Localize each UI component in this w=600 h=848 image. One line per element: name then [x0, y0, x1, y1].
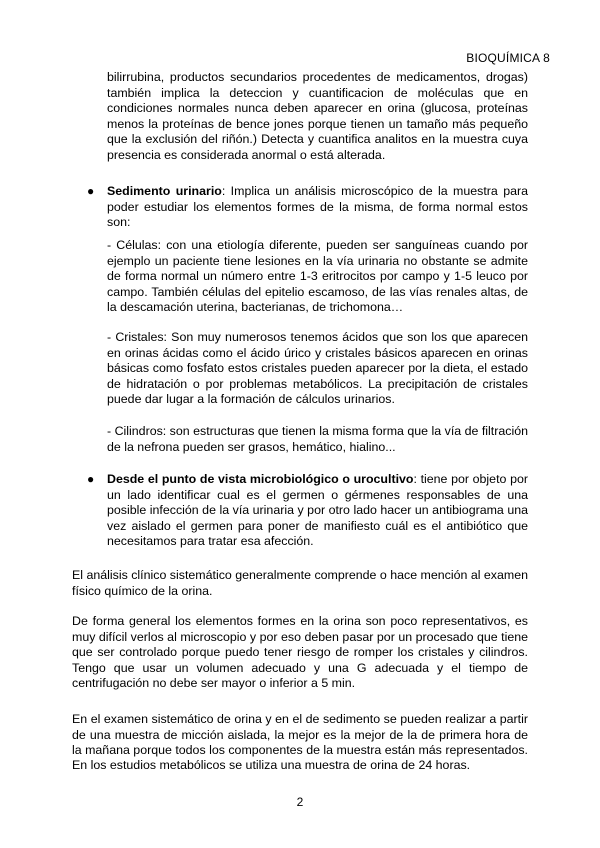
page-header: BIOQUÍMICA 8: [466, 51, 550, 65]
micro-text: : tiene por objeto por un lado identificar cual es el germen o gérmenes responsables de una posible infección de la vía urinaria y por otro lado hacer un antibiograma una vez aislado el germen para poner de manifiesto cuál es el antibiótico que necesitamos para tratar esa afección.: [107, 472, 528, 548]
sedimento-text: : Implica un análisis microscópico de la muestra para poder estudiar los elementos formes de la misma, de forma normal estos son:: [107, 184, 528, 229]
page-number: 2: [296, 795, 304, 809]
paragraph-microbiologico: [107, 472, 528, 550]
paragraph-examen: En el examen sistemático de orina y en el de sedimento se pueden realizar a partir de una muestra de micción aislada, la mejor es la mejor de la de primera hora de la mañana porque todos los componentes de la muestra están más representados.: [72, 712, 528, 757]
paragraph-intro: bilirrubina, productos secundarios procedentes de medicamentos, drogas) también implica la deteccion y cuantificacion de moléculas que en condiciones normales nunca deben aparecer en orina (glucosa, proteínas menos la proteínas de bence jones porque tienen un tamaño más pequeño que la exclusión del riñón.) Detecta y cuantifica analitos en la muestra cuya presencia es considerada anormal o está alterada.: [107, 70, 528, 162]
paragraph-metabolicos: En los estudios metabólicos se utiliza una muestra de orina de 24 horas.: [72, 758, 471, 772]
sedimento-title: Sedimento urinario: [107, 184, 222, 198]
micro-title: Desde el punto de vista microbiológico o urocultivo: [107, 472, 414, 486]
paragraph-celulas: - Células: con una etiología diferente, pueden ser sanguíneas cuando por ejemplo un paciente tiene lesiones en la vía urinaria no obstante se admite de forma normal un número entre 1-3 eritrocitos por campo y 1-5 leuco por campo. También células del epitelio escamoso, de las vías renales altas, de la descamación uterina, bacterianas, de trichomona…: [107, 238, 528, 314]
bullet-icon: ●: [87, 184, 95, 198]
paragraph-sedimento: [107, 184, 528, 231]
paragraph-cristales: - Cristales: Son muy numerosos tenemos ácidos que son los que aparecen en orinas ácidas como el ácido úrico y cristales básicos aparecen en orinas básicas como fosfato estos cristales pueden aparecer por la dieta, el estado de hidratación o por problemas metabólicos. La precipitación de cristales puede dar lugar a la formación de cálculos urinarios.: [107, 330, 528, 406]
paragraph-elementos: De forma general los elementos formes en la orina son poco representativos, es muy difícil verlos al microscopio y por eso deben pasar por un procesado que tiene que ser controlado porque puedo tener riesgo de romper los cristales y cilindros. Tengo que usar un volumen adecuado y una G adecuada y el tiempo de centrifugación no debe ser mayor o inferior a 5 min.: [72, 614, 528, 690]
bullet-icon: ●: [87, 472, 95, 486]
paragraph-cilindros: - Cilindros: son estructuras que tienen la misma forma que la vía de filtración de la nefrona pueden ser grasos, hemático, hialino...: [107, 424, 528, 454]
paragraph-analisis: El análisis clínico sistemático generalmente comprende o hace mención al examen físico químico de la orina.: [72, 568, 528, 598]
